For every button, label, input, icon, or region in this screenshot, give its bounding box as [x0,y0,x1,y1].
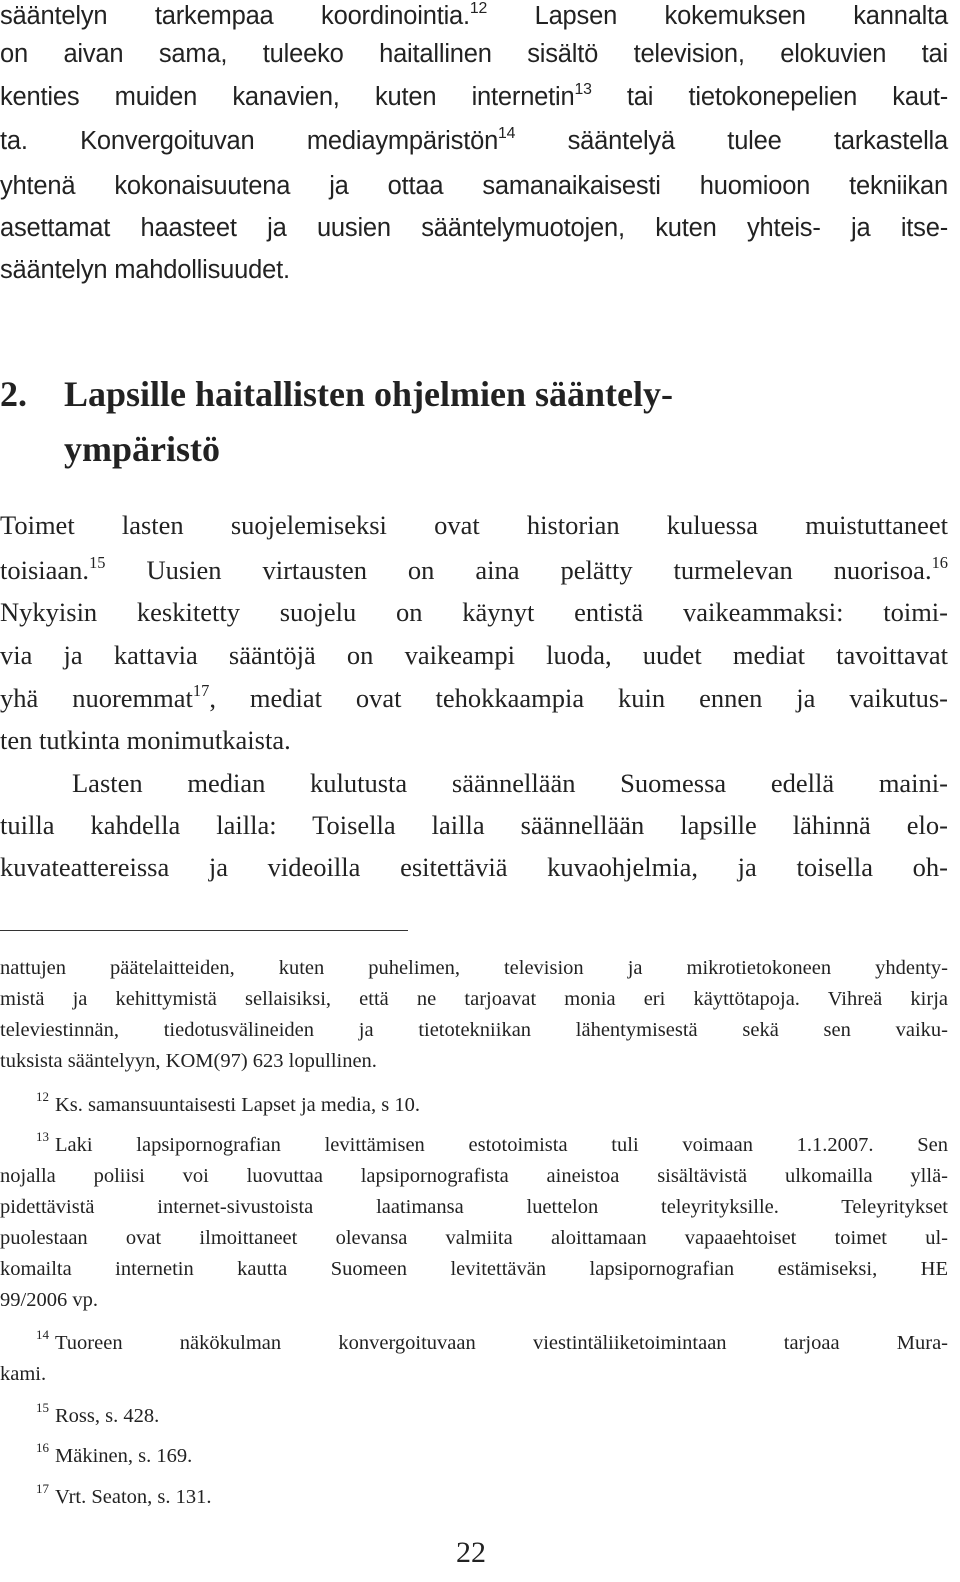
text-line: asettamat haasteet ja uusien sääntelymuotojen, kuten yhteis- ja itse- [0,214,948,242]
footnote-ref[interactable]: 15 [89,552,106,572]
footnote-17: $^{17}$ Vrt. Seaton, s. 131. [36,1480,212,1508]
footnote-15: $^{15}$ Ross, s. 428. [36,1399,160,1427]
text-line: yhtenä kokonaisuutena ja ottaa samanaikaisesti huomioon tekniikan [0,172,948,200]
footnote-line: nojalla poliisi voi luovuttaa lapsipornografista aineistoa sisältävistä ulkomailla yllä- [0,1165,948,1187]
footnote-ref[interactable]: 12 [469,0,488,17]
text-line: ten tutkinta monimutkaista. [0,725,291,755]
text-line: Toimet lasten suojelemiseksi ovat historian kuluessa muistuttaneet [0,510,948,540]
text-line: via ja kattavia sääntöjä on vaikeampi luoda, uudet mediat tavoittavat [0,640,948,670]
section-number: 2. [0,374,27,414]
footnote-line: puolestaan ovat ilmoittaneet olevansa valmiita aloittamaan vapaaehtoiset toimet ul- [0,1227,948,1249]
text-line: sääntelyn tarkempaa koordinointia.$^{12}$ Lapsen kokemuksen kannalta [0,0,949,30]
footnote-ref[interactable]: 14 [498,124,516,142]
footnote-line: nattujen päätelaitteiden, kuten puhelimen, television ja mikrotietokoneen yhdenty- [0,957,948,979]
text-line: yhä nuoremmat$^{17}$, mediat ovat tehokkaampia kuin ennen ja vaikutus- [0,680,948,713]
footnote-line: televiestinnän, tiedotusvälineiden ja tietotekniikan lähentymisestä sekä sen vaiku- [0,1019,948,1041]
text-line: sääntelyn mahdollisuudet. [0,256,290,284]
footnote-separator [0,930,408,931]
footnote-ref[interactable]: 17 [192,680,210,700]
text-line: on aivan sama, tuleeko haitallinen sisältö television, elokuvien tai [0,40,948,68]
page-number: 22 [456,1536,486,1569]
footnote-line: tuksista sääntelyyn, KOM(97) 623 lopullinen. [0,1050,377,1072]
footnote-line: mistä ja kehittymistä sellaisiksi, että ne tarjoavat monia eri käyttötapoja. Vihreä kirja [0,988,948,1010]
footnote-line: kami. [0,1363,47,1385]
footnote-line: komailta internetin kautta Suomeen levitettävän lapsipornografian estämiseksi, HE [0,1258,948,1280]
text-line: toisiaan.$^{15}$ Uusien virtausten on aina pelätty turmelevan nuorisoa.$^{16}$ [0,552,948,585]
text-line: Nykyisin keskitetty suojelu on käynyt entistä vaikeammaksi: toimi- [0,597,948,627]
footnote-12: $^{12}$ Ks. samansuuntaisesti Lapset ja media, s 10. [36,1088,420,1116]
footnote-line: 99/2006 vp. [0,1289,98,1311]
text-line: kuvateattereissa ja videoilla esitettäviä kuvaohjelmia, ja toisella oh- [0,852,948,882]
footnote-line: pidettävistä internet-sivustoista laatimansa luettelon teleyrityksille. Teleyritykset [0,1196,948,1218]
section-title-line1: Lapsille haitallisten ohjelmien sääntely- [64,374,674,414]
footnote-13: $^{13}$ Laki lapsipornografian levittämisen estotoimista tuli voimaan 1.1.2007. Sen [36,1128,948,1156]
text-line: kenties muiden kanavien, kuten internetin$^{13}$ tai tietokonepelien kaut- [0,80,948,111]
text-line: ta. Konvergoituvan mediaympäristön$^{14}$ sääntelyä tulee tarkastella [0,124,948,155]
footnote-14: $^{14}$ Tuoreen näkökulman konvergoituvaan viestintäliiketoimintaan tarjoaa Mura- [36,1326,948,1354]
footnote-ref[interactable]: 13 [574,80,592,98]
text-line: tuilla kahdella lailla: Toisella lailla säännellään lapsille lähinnä elo- [0,810,948,840]
section-heading [0,373,673,415]
footnote-16: $^{16}$ Mäkinen, s. 169. [36,1439,193,1467]
footnote-ref[interactable]: 16 [931,552,948,572]
section-title-line2: ympäristö [64,429,220,469]
text-line: Lasten median kulutusta säännellään Suomessa edellä maini- [72,768,948,798]
